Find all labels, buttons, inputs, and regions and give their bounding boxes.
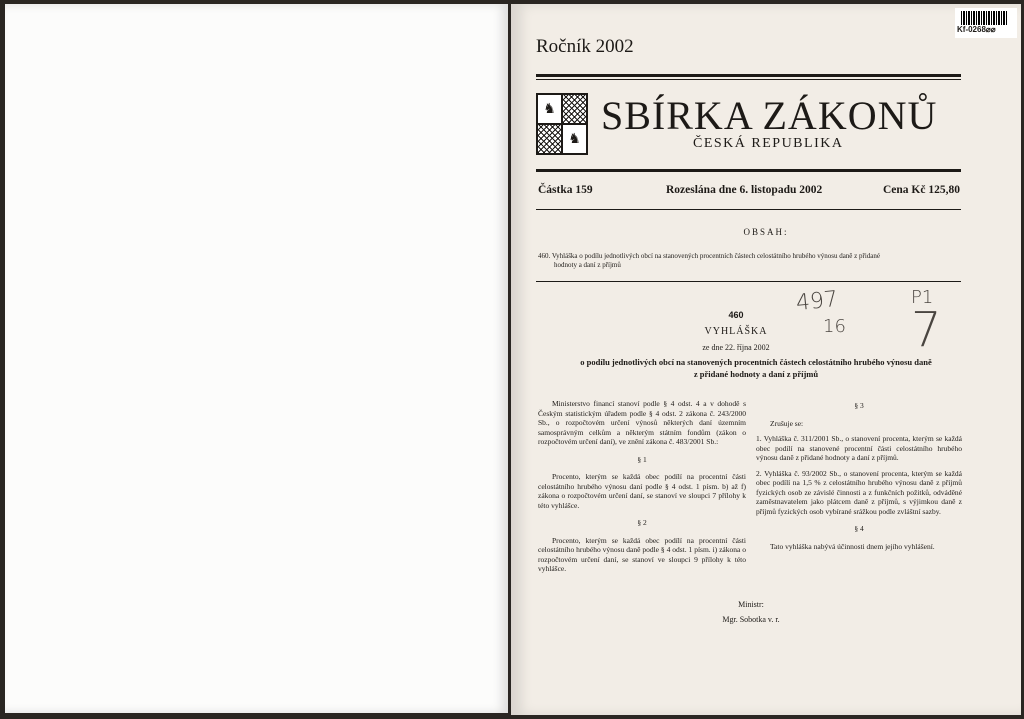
- section-4-heading: § 4: [854, 524, 864, 533]
- barcode-mark: ⌀⌀: [985, 25, 996, 34]
- section-1-text: Procento, kterým se každá obec podílí na procentní části celostátního hrubého výnosu daní podle § 4 odst. 1 písm. b) až f) zákona o rozpočtovém určení daní, se stanoví ve sloupci 7 přílohy k této vyhlášce.: [538, 472, 746, 510]
- contents-entry: [538, 252, 962, 270]
- volume-year: Ročník 2002: [536, 36, 634, 57]
- top-rule-thin: [536, 79, 961, 80]
- contents-heading: OBSAH:: [743, 227, 789, 237]
- signature-block: [691, 597, 811, 627]
- decree-subject-line2: z přidané hodnoty a daní z příjmů: [693, 369, 819, 379]
- decree-left-column: [538, 399, 746, 580]
- contents-entry-line2: hodnoty a daní z příjmů: [554, 261, 621, 269]
- right-document-page: [511, 4, 1021, 715]
- minister-label: Ministr:: [738, 600, 764, 609]
- section-3-intro: Zrušuje se:: [770, 418, 804, 428]
- contents-entry-line1: 460. Vyhláška o podílu jednotlivých obcí na stanovených procentních částech celostátního hrubého výnosu daně z přidané: [538, 252, 881, 260]
- handwritten-note-c: P1: [911, 287, 934, 308]
- barcode-text: Kf-0268: [957, 25, 986, 34]
- decree-right-column: [756, 401, 962, 557]
- decree-subject-line1: o podílu jednotlivých obcí na stanovených procentních částech celostátního hrubého výnosu daně: [580, 357, 932, 367]
- minister-name: Mgr. Sobotka v. r.: [722, 615, 780, 624]
- decree-subject: [541, 356, 971, 380]
- decree-kind: VYHLÁŠKA: [704, 326, 768, 337]
- section-3-heading: § 3: [854, 401, 864, 410]
- header-rule: [536, 169, 961, 172]
- decree-date: ze dne 22. října 2002: [702, 343, 770, 352]
- issue-number: Částka 159: [538, 184, 593, 196]
- section-4-text: Tato vyhláška nabývá účinnosti dnem jejího vyhlášení.: [770, 541, 935, 551]
- left-blank-page: [5, 4, 508, 713]
- decree-intro: Ministerstvo financí stanoví podle § 4 odst. 4 a v dohodě s Českým statistickým úřadem podle § 4 odst. 2 zákona č. 243/2000 Sb., o rozpočtovém určení výnosů některých daní územním samosprávným celkům a některým státním fondům (zákon o rozpočtovém určení daní), ve znění zákona č. 483/2001 Sb.:: [538, 399, 746, 446]
- section-2-heading: § 2: [637, 518, 647, 527]
- handwritten-note-b: 16: [823, 316, 846, 337]
- issue-price: Cena Kč 125,80: [883, 184, 960, 196]
- decree-number: 460: [728, 310, 744, 320]
- state-emblem-icon: ♞ ♞: [536, 93, 588, 155]
- publication-subtitle: ČESKÁ REPUBLIKA: [693, 136, 844, 151]
- barcode-bars: [961, 11, 1007, 25]
- section-1-heading: § 1: [637, 454, 647, 464]
- handwritten-note-d: 7: [911, 302, 942, 358]
- meta-rule: [536, 209, 961, 210]
- barcode-label: [955, 8, 1017, 38]
- section-3-item-2: 2. Vyhláška č. 93/2002 Sb., o stanovení procenta, kterým se každá obec podílí na 1,5 % z celostátního hrubého výnosu daně z příjmů fyzických osob ze závislé činnosti a z funkčních požitků, odváděné zaměstnavatelem jako plátcem daně z příjmů, s výjimkou daně z příjmů fyzických osob vybírané srážkou podle zvláštní sazby.: [756, 468, 962, 516]
- contents-rule: [536, 281, 961, 282]
- top-rule: [536, 74, 961, 77]
- distribution-date: Rozeslána dne 6. listopadu 2002: [666, 184, 823, 196]
- publication-title: SBÍRKA ZÁKONŮ: [601, 93, 938, 138]
- handwritten-note-a: 497: [794, 286, 840, 317]
- section-2-text: Procento, kterým se každá obec podílí na procentní části celostátního hrubého výnosu daně podle § 4 odst. 1 písm. i) zákona o rozpočtovém určení daní, se stanoví ve sloupci 9 přílohy k této vyhlášce.: [538, 535, 746, 573]
- section-3-item-1: 1. Vyhláška č. 311/2001 Sb., o stanovení procenta, kterým se každá obec podílí na stanovené procentní části celostátního hrubého výnosu daně z přidané hodnoty a daní z příjmů.: [756, 434, 962, 462]
